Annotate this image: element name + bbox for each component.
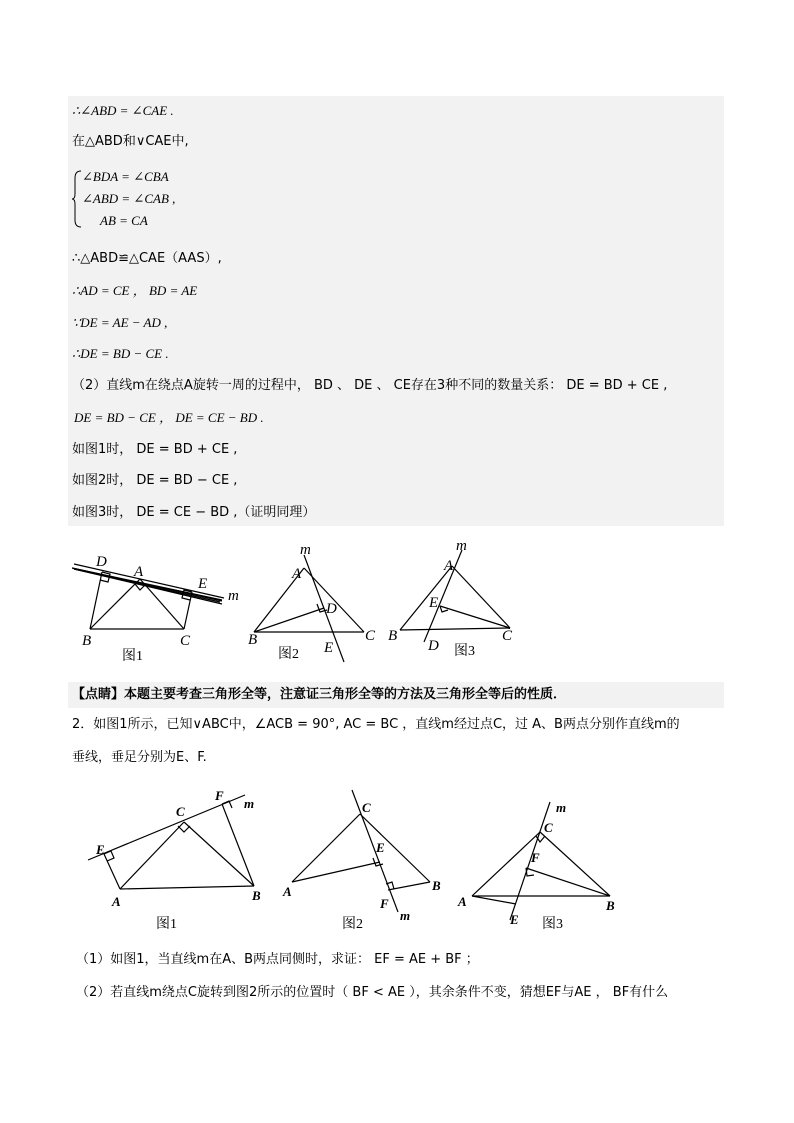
fig2-label-b: B xyxy=(248,632,258,648)
fig3-label-c: C xyxy=(502,628,513,644)
fig2-label-a: A xyxy=(292,566,302,582)
solution-shaded-block xyxy=(68,96,724,526)
line-6: ∴DE = BD − CE . xyxy=(72,346,169,361)
note-line: 【点睛】本题主要考查三角形全等，注意证三角形全等的方法及三角形全等后的性质． xyxy=(72,687,567,702)
part-1-line: （1）如图1，当直线m在A、B两点同侧时，求证： EF = AE + BF ； xyxy=(76,952,479,967)
bfig2-label-a: A xyxy=(283,884,292,899)
bfig3-label-c: C xyxy=(544,820,553,835)
bfig1-label-e: E xyxy=(96,842,105,857)
line-4: ∴AD = CE ， BD = AE xyxy=(72,283,198,298)
system-eq-2: ∠ABD = ∠CAB , xyxy=(82,191,176,206)
fig-top-caption-2: 图2 xyxy=(278,647,299,662)
fig2-label-c: C xyxy=(365,628,376,644)
fig1-label-e: E xyxy=(198,576,208,592)
bfig2-label-b: B xyxy=(432,878,441,893)
figure-top-drawing xyxy=(72,532,524,674)
part-2-line: （2）若直线m绕点C旋转到图2所示的位置时（ BF < AE ），其余条件不变，猜想EF与AE ， BF有什么 xyxy=(76,985,669,1000)
system-eq-1: ∠BDA = ∠CBA xyxy=(82,169,169,184)
question-2-line-1: 2．如图1所示，已知∨ABC中，∠ACB = 90°, AC = BC ，直线m经过点C，过 A、B两点分别作直线m的 xyxy=(72,717,680,732)
fig1-label-a: A xyxy=(134,564,144,580)
line-8: DE = BD − CE ， DE = CE − BD . xyxy=(74,410,264,425)
fig2-label-d: D xyxy=(326,601,337,617)
fig3-label-e: E xyxy=(429,595,439,611)
system-eq-3: AB = CA xyxy=(100,213,148,228)
bfig3-label-f: F xyxy=(531,850,540,865)
line-5: ∵DE = AE − AD , xyxy=(72,315,168,330)
fig1-label-m: m xyxy=(228,588,239,604)
line-9: 如图1时， DE = BD + CE , xyxy=(72,442,238,457)
line-2: 在△ABD和∨CAE中, xyxy=(72,134,189,149)
line-3: ∴△ABD≌△CAE（AAS）, xyxy=(72,251,222,266)
question-2-line-2: 垂线，垂足分别为E、F. xyxy=(72,750,207,765)
fig1-label-b: B xyxy=(82,633,92,649)
fig-top-caption-3: 图3 xyxy=(454,644,475,659)
system-brace xyxy=(72,170,82,228)
bfig1-label-c: C xyxy=(176,804,185,819)
bfig3-label-m: m xyxy=(556,800,567,815)
bfig3-label-b: B xyxy=(606,898,615,913)
fig1-label-d: D xyxy=(96,554,107,570)
fig2-label-e: E xyxy=(324,640,334,656)
fig3-label-b: B xyxy=(388,628,398,644)
bfig1-label-f: F xyxy=(215,788,224,803)
fig3-label-d: D xyxy=(428,638,439,654)
bfig3-label-e: E xyxy=(510,912,519,927)
bfig1-label-a: A xyxy=(112,894,121,909)
line-7: （2）直线m在绕点A旋转一周的过程中， BD 、 DE 、 CE存在3种不同的数量关系： DE = BD + CE , xyxy=(72,378,668,393)
bfig1-label-b: B xyxy=(252,888,261,903)
fig-bottom-caption-2: 图2 xyxy=(342,917,363,932)
bfig3-label-a: A xyxy=(458,894,467,909)
bfig2-label-c: C xyxy=(362,800,371,815)
bfig1-label-m: m xyxy=(244,796,255,811)
line-10: 如图2时， DE = BD − CE , xyxy=(72,473,238,488)
line-11: 如图3时， DE = CE − BD ,（证明同理） xyxy=(72,505,316,520)
bfig2-label-e: E xyxy=(376,840,385,855)
fig-top-caption-1: 图1 xyxy=(122,649,143,664)
figure-bottom xyxy=(80,786,640,936)
fig-bottom-caption-3: 图3 xyxy=(542,917,563,932)
bfig2-label-m: m xyxy=(400,908,411,923)
line-1: ∴∠ABD = ∠CAE . xyxy=(72,103,174,118)
fig2-label-m: m xyxy=(300,542,311,558)
bfig2-label-f: F xyxy=(380,896,389,911)
fig-bottom-caption-1: 图1 xyxy=(156,917,177,932)
fig1-label-c: C xyxy=(180,633,191,649)
fig3-label-a: A xyxy=(444,558,454,574)
fig3-label-m: m xyxy=(456,538,467,554)
